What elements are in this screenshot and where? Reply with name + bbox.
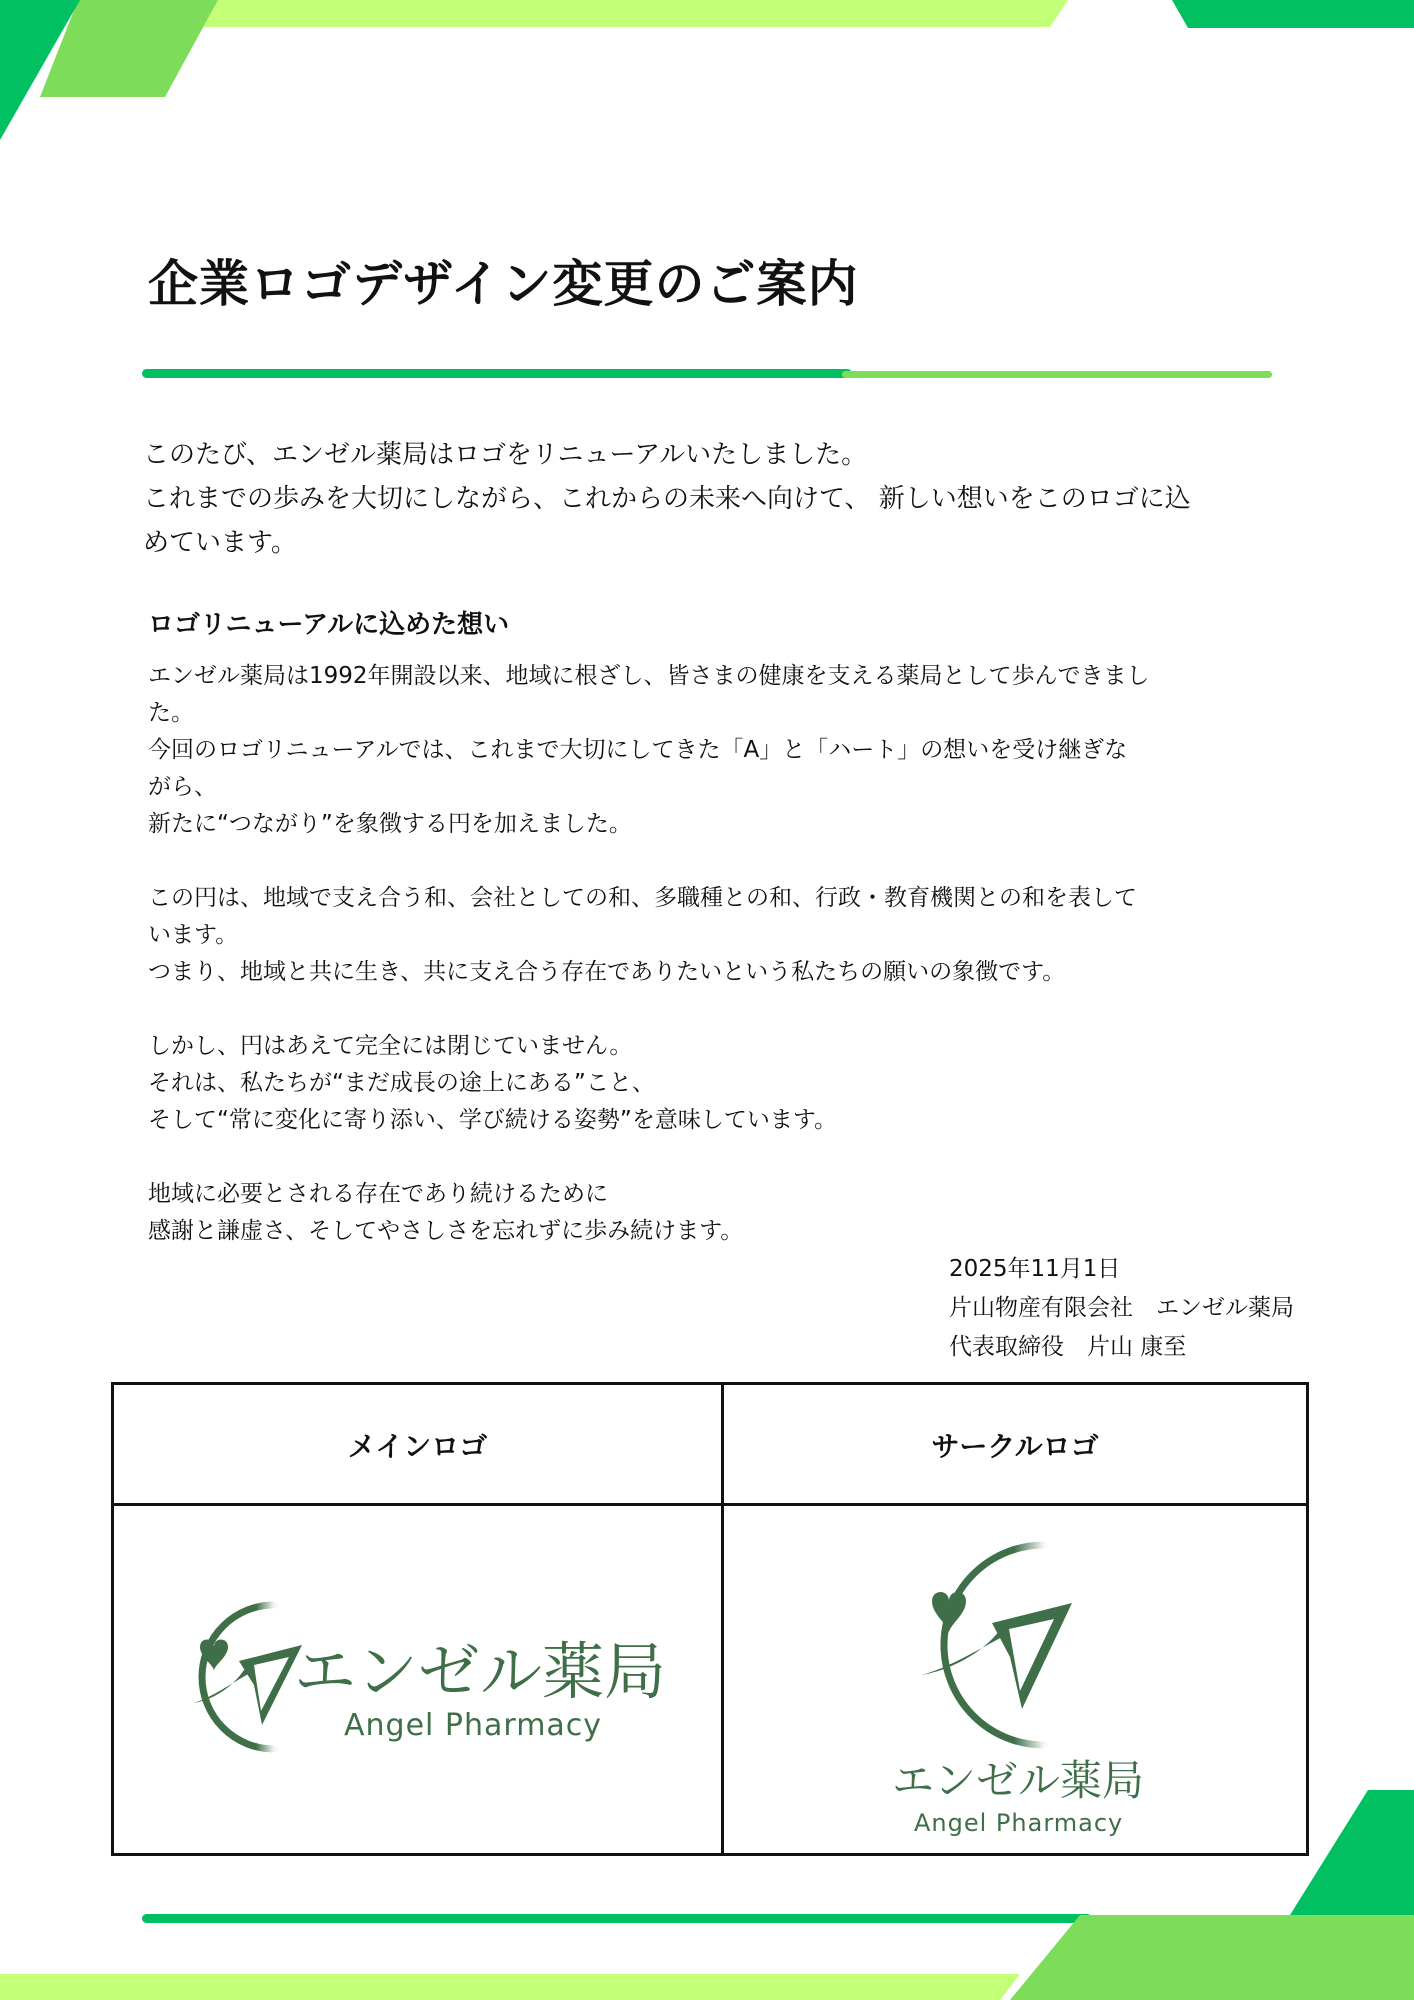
bottom-light-green-band [0, 1974, 1020, 2000]
paragraph-gap [148, 991, 1288, 1028]
top-light-green-band [182, 0, 1068, 27]
main-logo [144, 1585, 704, 1785]
body-line: エンゼル薬局は1992年開設以来、地域に根ざし、皆さまの健康を支える薬局として歩んできまし [148, 663, 1150, 689]
body-line: しかし、円はあえて完全には閉じていません。 [148, 1033, 633, 1059]
intro-line: これまでの歩みを大切にしながら、これからの未来へ向けて、 新しい想いをこのロゴに込 [143, 484, 1191, 514]
circle-logo-brand-jp: エンゼル薬局 [892, 1756, 1145, 1805]
body-line: 地域に必要とされる存在であり続けるために [148, 1181, 608, 1207]
body-line: 感謝と謙虚さ、そしてやさしさを忘れずに歩み続けます。 [148, 1218, 744, 1244]
body-line: それは、私たちが“まだ成長の途上にある”こと、 [148, 1070, 655, 1096]
paragraph-gap [148, 1139, 1288, 1176]
intro-paragraph [143, 433, 1293, 565]
title-rule-light [842, 371, 1272, 378]
bottom-decoration [0, 1790, 1414, 2000]
body-line: た。 [148, 700, 194, 726]
page-title: 企業ロゴデザイン変更のご案内 [148, 255, 859, 313]
main-logo-brand-jp: エンゼル薬局 [294, 1635, 667, 1708]
body-line: この円は、地域で支え合う和、会社としての和、多職種との和、行政・教育機関との和を表して [148, 885, 1137, 911]
body-line: そして“常に変化に寄り添い、学び続ける姿勢”を意味しています。 [148, 1107, 837, 1133]
circle-logo-brand-en: Angel Pharmacy [914, 1809, 1124, 1837]
body-line: つまり、地域と共に生き、共に支え合う存在でありたいという私たちの願いの象徴です。 [148, 959, 1066, 985]
section-heading: ロゴリニューアルに込めた想い [148, 610, 510, 640]
signature-block [949, 1250, 1294, 1367]
body-line: 新たに“つながり”を象徴する円を加えました。 [148, 811, 632, 837]
paragraph-gap [148, 843, 1288, 880]
logo-table [111, 1382, 1309, 1856]
circle-logo-heart-icon [932, 1592, 966, 1633]
bottom-mid-green-shape [1010, 1915, 1414, 2000]
body-line: がら、 [148, 774, 217, 800]
body-line: 今回のロゴリニューアルでは、これまで大切にしてきた「A」と「ハート」の想いを受け継ぎな [148, 737, 1128, 763]
title-rule-dark [142, 369, 852, 378]
top-right-dark-green-shape [1172, 0, 1414, 28]
body-line: います。 [148, 922, 239, 948]
body-text [148, 658, 1288, 1250]
top-decoration [0, 0, 1414, 140]
signature-representative: 代表取締役 片山 康至 [949, 1334, 1187, 1360]
intro-line: このたび、エンゼル薬局はロゴをリニューアルいたしました。 [143, 440, 868, 470]
signature-company: 片山物産有限会社 エンゼル薬局 [949, 1295, 1294, 1321]
bottom-right-dark-green-shape [1290, 1790, 1414, 1915]
main-logo-brand-en: Angel Pharmacy [344, 1708, 603, 1743]
circle-logo-header: サークルロゴ [931, 1430, 1099, 1463]
signature-date: 2025年11月1日 [949, 1256, 1121, 1282]
intro-line: めています。 [143, 528, 297, 558]
main-logo-header: メインロゴ [347, 1430, 488, 1463]
